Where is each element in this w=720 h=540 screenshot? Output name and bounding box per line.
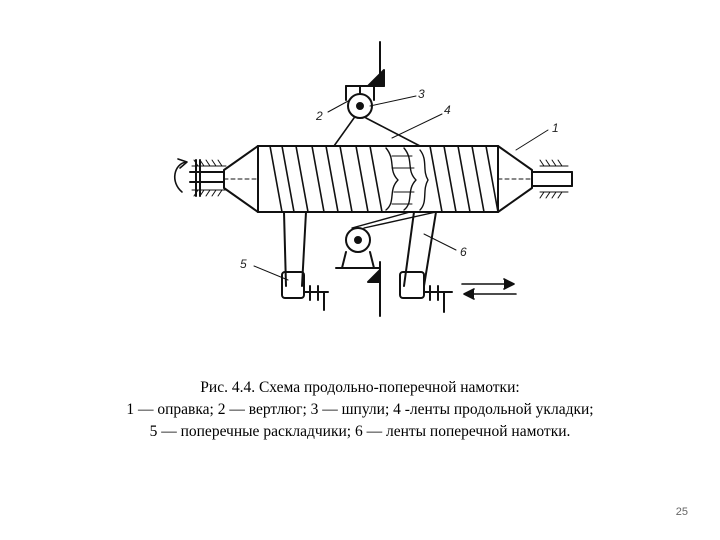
- bottom-swivel: [336, 252, 380, 316]
- transverse-arm-right: [400, 212, 452, 312]
- label-5: 5: [240, 257, 247, 271]
- right-shaft: [532, 160, 572, 198]
- reciprocation-arrows: [462, 279, 516, 299]
- rotation-arrow: [175, 162, 186, 192]
- top-spool: [348, 86, 372, 118]
- page-number: 25: [675, 506, 688, 518]
- label-6: 6: [460, 245, 467, 259]
- mandrel-body: [258, 146, 498, 212]
- label-2: 2: [316, 109, 323, 123]
- leader-lines: [254, 96, 548, 280]
- label-1: 1: [552, 121, 559, 135]
- top-swivel: [346, 42, 384, 100]
- transverse-arm-left: [282, 212, 328, 310]
- caption-title: Рис. 4.4. Схема продольно-поперечной намотки:: [200, 379, 520, 396]
- label-3: 3: [418, 87, 425, 101]
- label-4: 4: [444, 103, 451, 117]
- longitudinal-tape: [334, 118, 420, 146]
- bottom-spool: [346, 228, 370, 252]
- caption-legend-line-1: 1 — оправка; 2 — вертлюг; 3 — шпули; 4 -ленты продольной укладки;: [126, 401, 594, 418]
- caption-legend-line-2: 5 — поперечные раскладчики; 6 — ленты поперечной намотки.: [149, 423, 571, 440]
- left-shaft: [190, 160, 226, 196]
